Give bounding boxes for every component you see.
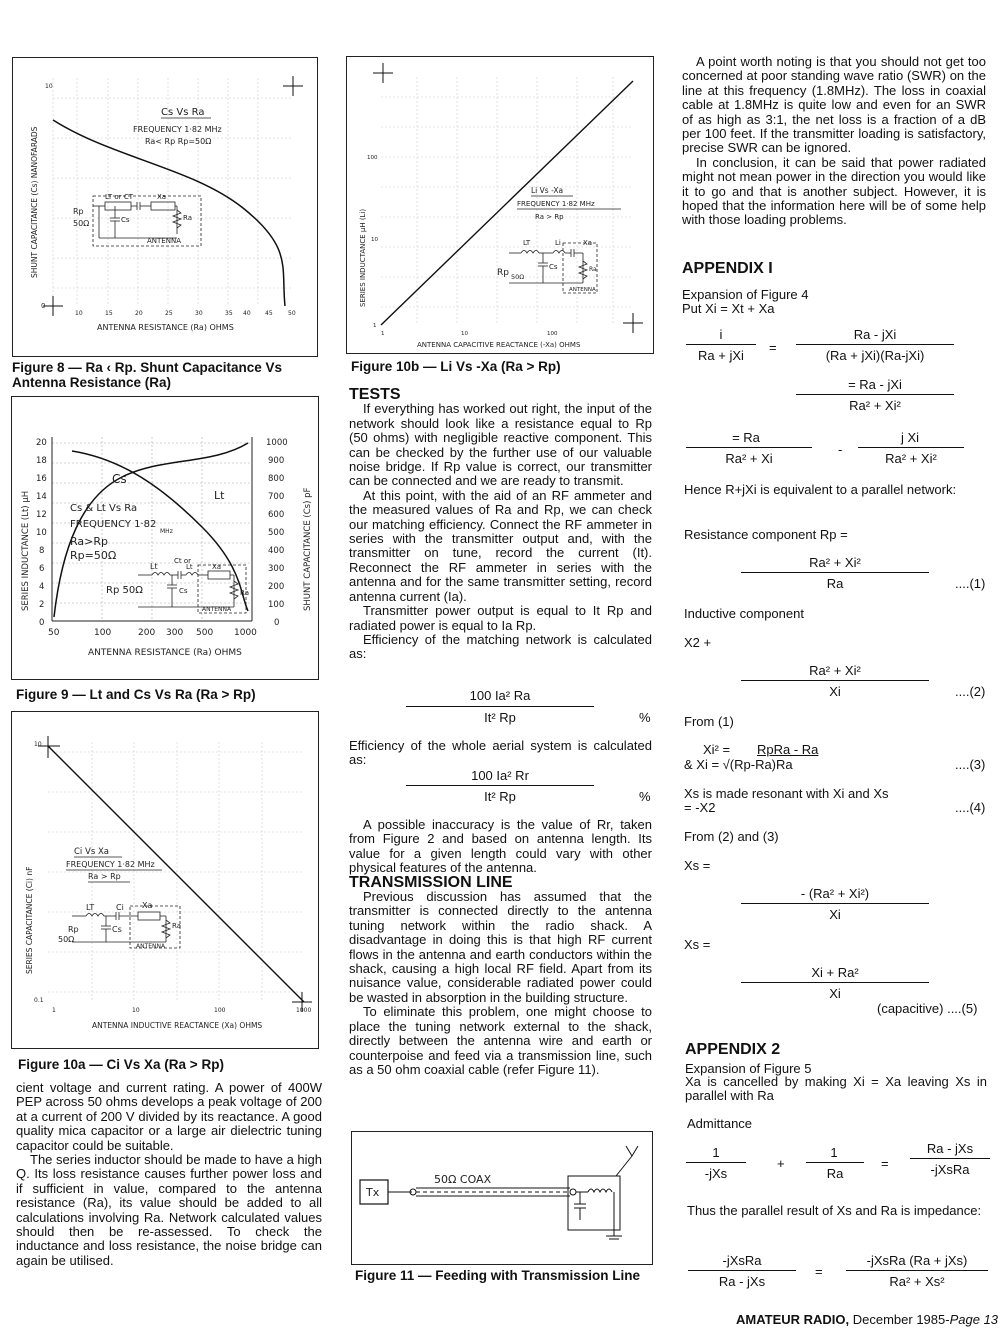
rp-num: Ra² + Xi² — [809, 555, 861, 570]
fig10b-ytick: 1 — [373, 323, 377, 329]
adm-b-den: Ra — [826, 1166, 844, 1181]
tests-heading: TESTS — [349, 386, 401, 403]
fig9-yleft-tick: 4 — [39, 582, 45, 592]
appendix-1-line: Put Xi = Xt + Xa — [682, 301, 775, 316]
fig8-xtick: 45 — [265, 310, 273, 317]
fig9-yright-tick: 400 — [268, 546, 285, 556]
eq3-right-num: j Xi — [900, 430, 920, 445]
imp-equals: = — [815, 1264, 823, 1279]
fig9-yright-tick: 300 — [268, 564, 285, 574]
fig9-xa: Xa — [212, 563, 222, 571]
fig10b-title: Li Vs -Xa — [531, 186, 564, 195]
xs-resonant-line: Xs is made resonant with Xi and Xs — [684, 786, 889, 801]
adm-plus: + — [777, 1156, 785, 1171]
fig9-ra: Ra — [240, 589, 249, 597]
efficiency-1-numerator: 100 Ia² Ra — [469, 688, 531, 703]
fig11-tx: Tx — [366, 1186, 380, 1199]
fig10b-xtick: 1 — [381, 331, 385, 337]
adm-a-bar — [686, 1162, 746, 1163]
fig8-xtick: 30 — [195, 310, 203, 317]
fig8-xlabel: ANTENNA RESISTANCE (Ra) OHMS — [97, 323, 234, 332]
eq1-left-num: i — [719, 327, 723, 342]
page-footer — [736, 1312, 998, 1327]
fig9-xtick: 1000 — [234, 628, 257, 638]
fig9-yleft-tick: 8 — [39, 546, 45, 556]
ref-4: ....(4) — [955, 800, 986, 815]
eq1-equals: = — [769, 340, 777, 355]
thus-line: Thus the parallel result of Xs and Ra is impedance: — [687, 1203, 982, 1218]
efficiency-2-denominator: It² Rp — [484, 789, 516, 804]
adm-equals: = — [881, 1156, 889, 1171]
rp-den: Ra — [826, 576, 844, 591]
eq1-left-bar — [686, 344, 756, 345]
efficiency-2-bar — [406, 785, 594, 786]
fig10a-xlabel: ANTENNA INDUCTIVE REACTANCE (Xa) OHMS — [92, 1021, 263, 1030]
fig10a-ybot: 0.1 — [34, 997, 44, 1004]
xs2-den: Xi — [829, 986, 841, 1001]
fig9-xtick: 100 — [94, 628, 112, 638]
inductive-component-label: Inductive component — [684, 606, 804, 621]
fig9-mhz: MHz — [160, 528, 173, 535]
fig10b-ytick: 100 — [367, 155, 378, 161]
eq2-den: Ra² + Xi² — [849, 398, 901, 413]
fig8-xtick: 35 — [225, 310, 233, 317]
fig10a-xtick: 10 — [132, 1007, 140, 1014]
xs2-label: Xs = — [684, 937, 711, 952]
fig10b-lt: LT — [523, 239, 531, 247]
col1-paragraph: The series inductor should be made to have a high Q. Its loss resistance causes further power loss and if sufficient in value, compared to the antenna resistance (Ra), its value should be added to all calculations involving Ra. Network calculated values should then be re-assessed. To check the inductance and loss resistance, the noise bridge can again be utilised. — [16, 1152, 322, 1268]
col2-paragraph: Efficiency of the whole aerial system is calculated as: — [349, 738, 652, 768]
xs1-label: Xs = — [684, 858, 711, 873]
fig10b-xtick: 100 — [547, 331, 558, 337]
eq2-bar — [796, 394, 954, 395]
fig10b-cond: Ra > Rp — [535, 213, 564, 221]
fig9-rp: Rp 50Ω — [106, 585, 143, 596]
fig8-lt: LT or CT — [105, 193, 133, 201]
xi2-left: Xi² = — [703, 742, 731, 757]
fig8-ylabel: SHUNT CAPACITANCE (Cs) NANOFARADS — [30, 126, 39, 278]
fig10a-ytop: 10 — [34, 741, 42, 748]
fig9-yleft-tick: 2 — [39, 600, 45, 610]
fig10b-xlabel: ANTENNA CAPACITIVE REACTANCE (-Xa) OHMS — [417, 341, 581, 349]
fig9-cs-label: Cs — [112, 472, 127, 486]
fig10b-xa: Xa — [583, 239, 593, 247]
fig8-cond: Ra< Rp Rp=50Ω — [145, 137, 212, 146]
col2-paragraph: Efficiency of the matching network is calculated as: — [349, 631, 652, 662]
fig9-ct: Ct or — [174, 557, 192, 565]
fig9-ant: ANTENNA — [202, 606, 232, 613]
eq3-minus: - — [838, 442, 843, 457]
fig9-xlabel: ANTENNA RESISTANCE (Ra) OHMS — [88, 648, 242, 658]
figure-9 — [11, 396, 319, 680]
fig10b-ytick: 10 — [371, 237, 378, 243]
column-3-text — [682, 55, 986, 228]
appendix-2-line: Expansion of Figure 5 — [685, 1061, 812, 1076]
fig9-xtick: 300 — [166, 628, 184, 638]
eq1-right-num: Ra - jXi — [853, 327, 897, 342]
adm-c-bar — [910, 1158, 990, 1159]
figure-11-plot — [352, 1132, 652, 1264]
column-2-text-a — [349, 388, 652, 662]
col2-paragraph: Transmitter power output is equal to It Rp and radiated power is equal to Ia Rp. — [349, 603, 652, 633]
fig9-yleft-tick: 0 — [39, 618, 45, 628]
fig10a-rpv: 50Ω — [58, 935, 75, 944]
ci-line — [48, 746, 304, 1002]
figure-8-caption: Figure 8 — Ra ‹ Rp. Shunt Capacitance Vs Antenna Resistance (Ra) — [12, 360, 283, 390]
appendix-2-line: Xa is cancelled by making Xi = Xa leaving Xs in parallel with Ra — [685, 1074, 987, 1104]
figure-10b — [346, 56, 654, 354]
fig9-yleft-tick: 10 — [36, 528, 47, 538]
fig8-ra: Ra — [183, 214, 192, 222]
admittance-label: Admittance — [687, 1116, 753, 1131]
fig9-yright-tick: 100 — [268, 600, 285, 610]
figure-9-plot — [12, 397, 318, 679]
appendix-1-line: Expansion of Figure 4 — [682, 287, 809, 302]
eq3-left-den: Ra² + Xi — [725, 451, 773, 466]
fig10b-yticks — [367, 155, 378, 329]
from-1-label: From (1) — [684, 714, 734, 729]
eq3-left-bar — [686, 447, 812, 448]
footer-publication: AMATEUR RADIO, — [736, 1312, 850, 1327]
imp-a-num: -jXsRa — [722, 1253, 762, 1268]
adm-c-num: Ra - jXs — [926, 1141, 974, 1156]
fig9-freq: FREQUENCY 1·82 — [70, 519, 157, 530]
efficiency-1-denominator: It² Rp — [484, 710, 516, 725]
fig9-cs: Cs — [179, 587, 188, 595]
fig10a-cs: Cs — [112, 925, 122, 934]
fig9-ylabel-left: SERIES INDUCTANCE (Lt) μH — [21, 490, 31, 611]
fig8-note: Cs Vs Ra — [161, 107, 205, 118]
appendix-1-heading: APPENDIX I — [682, 260, 773, 277]
xi-line: & Xi = √(Rp-Ra)Ra — [684, 757, 793, 772]
fig10a-ci: Ci — [116, 903, 124, 912]
footer-date: December 1985- — [849, 1312, 950, 1327]
imp-a-den: Ra - jXs — [718, 1274, 766, 1289]
fig9-yleft-tick: 6 — [39, 564, 45, 574]
eq2-num: = Ra - jXi — [848, 377, 902, 392]
fig8-xtick: 40 — [243, 310, 251, 317]
ref-5: (capacitive) ....(5) — [877, 1001, 978, 1016]
col2-paragraph: If everything has worked out right, the input of the network should look like a resistance equal to Rp (50 ohms) with negligible reactive component. This can be checked by the further use of our valuable noise bridge. If Rp value is correct, our transmitter can be connected and we are ready to transmit. — [349, 401, 652, 489]
fig9-cond1: Ra>Rp — [70, 535, 108, 548]
ref-2: ....(2) — [955, 684, 986, 699]
fig11-coax: 50Ω COAX — [434, 1173, 492, 1186]
fig9-yright-tick: 900 — [268, 456, 285, 466]
fig10b-li: Li — [555, 239, 561, 247]
fig9-yleft-tick: 16 — [36, 474, 47, 484]
x2-bar — [741, 680, 929, 681]
efficiency-2-percent: % — [639, 789, 651, 804]
adm-c-den: -jXsRa — [930, 1162, 970, 1177]
col3-paragraph: A point worth noting is that you should not get too concerned at poor standing wave ratio (SWR) on the line at this frequency (1.8MHz). The loss in coaxial cable at 1.8MHz is quite low and even for an SWR of as high as 3:1, the net loss is a fraction of a dB per 100 feet. If the transmitter loading is satisfactory, precise SWR can be ignored. — [682, 54, 986, 156]
col1-paragraph: cient voltage and current rating. A power of 400W PEP across 50 ohms develops a peak voltage of 200 at a current of 200 V divided by its reactance. A good quality mica capacitor or a large air dielectric tuning capacitor could be suitable. — [16, 1080, 322, 1153]
fig9-lt: Lt — [150, 562, 158, 571]
fig8-cs: Cs — [121, 216, 130, 224]
x2-den: Xi — [829, 684, 841, 699]
fig10b-cs: Cs — [549, 263, 558, 271]
fig10a-freq: FREQUENCY 1·82 MHz — [66, 860, 155, 869]
fig9-ltl: Lt — [186, 563, 193, 571]
from-23-label: From (2) and (3) — [684, 829, 779, 844]
fig10a-xtick: 1 — [52, 1007, 56, 1014]
fig9-yright-tick: 1000 — [266, 438, 288, 448]
fig9-yleft-tick: 18 — [36, 456, 47, 466]
figure-10a-caption: Figure 10a — Ci Vs Xa (Ra > Rp) — [18, 1057, 224, 1072]
fig10a-ant: ANTENNA — [136, 943, 166, 950]
hence-text — [684, 483, 986, 497]
fig9-ylabel-right: SHUNT CAPACITANCE (Cs) pF — [303, 487, 313, 611]
fig8-xtick: 50 — [288, 310, 296, 317]
imp-b-bar — [846, 1270, 988, 1271]
col2-paragraph: Previous discussion has assumed that the transmitter is connected directly to the antenna tuning network within the radio shack. A disadvantage in doing this is that high RF current flows in the antenna and earth conductors within the shack, causing a high local RF field. Apart from its nuisance value, considerable radiated power could be wasted in absorption in the building structure. — [349, 889, 652, 1005]
fig9-yright-tick: 0 — [274, 618, 280, 628]
fig9-xtick: 50 — [48, 628, 60, 638]
fig8-freq: FREQUENCY 1·82 MHz — [133, 125, 222, 134]
fig10a-xticks — [52, 1007, 311, 1014]
ref-1: ....(1) — [955, 576, 986, 591]
hence-line: Hence R+jXi is equivalent to a parallel network: — [684, 482, 957, 497]
column-2-text-b — [349, 739, 652, 768]
fig9-yright-tick: 700 — [268, 492, 285, 502]
tuner-box — [568, 1176, 620, 1230]
fig10b-rpv: 50Ω — [511, 273, 525, 281]
fig10b-freq: FREQUENCY 1·82 MHz — [517, 200, 595, 208]
fig10a-xtick: 1000 — [296, 1007, 312, 1014]
fig9-yright-tick: 800 — [268, 474, 285, 484]
fig10b-ylabel: SERIES INDUCTANCE μH (Li) — [359, 208, 367, 307]
imp-a-bar — [688, 1270, 796, 1271]
figure-10a-plot — [12, 712, 318, 1048]
fig8-rpv: 50Ω — [73, 219, 90, 228]
figure-10a — [11, 711, 319, 1049]
figure-8 — [12, 57, 318, 357]
efficiency-2-numerator: 100 Ia² Rr — [471, 768, 529, 783]
imp-b-den: Ra² + Xs² — [889, 1274, 945, 1289]
fig10b-xtick: 10 — [461, 331, 468, 337]
efficiency-1-bar — [406, 706, 594, 707]
rp-bar — [741, 572, 929, 573]
figure-10b-plot — [347, 57, 653, 353]
col2-paragraph: At this point, with the aid of an RF ammeter and the measured values of Ra and Rp, we can check our matching efficiency. Connect the RF ammeter in series with the transmitter output and, with the transmitter on tune, record the current (It). Reconnect the RF ammeter in series with the antenna and for the same transmitter setting, record antenna current (Ia). — [349, 487, 652, 604]
fig9-yright-tick: 200 — [268, 582, 285, 592]
fig10a-ylabel: SERIES CAPACITANCE (Ci) nF — [25, 866, 34, 974]
fig9-lt-label: Lt — [214, 489, 225, 502]
col3-paragraph: In conclusion, it can be said that power radiated might not mean power in the direction you would like it to go and that is another subject. However, it is hoped that the information here will be of some help with those loading problems. — [682, 154, 986, 228]
cs-curve — [53, 120, 285, 306]
eq3-left-num: = Ra — [732, 430, 760, 445]
fig10a-lt: LT — [86, 903, 95, 912]
fig10a-title: Ci Vs Xa — [74, 847, 109, 857]
figure-10b-caption: Figure 10b — Li Vs -Xa (Ra > Rp) — [351, 359, 561, 374]
fig8-rp: Rp — [73, 207, 84, 216]
footer-page: Page 13 — [949, 1312, 999, 1327]
fig9-yright — [266, 438, 288, 628]
fig10a-cond: Ra > Rp — [88, 872, 121, 881]
fig9-xtick: 500 — [196, 628, 214, 638]
fig9-yleft-tick: 20 — [36, 438, 47, 448]
fig10a-ra: Ra — [172, 922, 181, 930]
figure-11-caption: Figure 11 — Feeding with Transmission Line — [355, 1268, 641, 1283]
resistance-component-label: Resistance component Rp = — [684, 527, 848, 542]
fig10a-xa: Xa — [142, 901, 153, 910]
fig8-xtick: 10 — [75, 310, 83, 317]
fig9-xticks — [48, 628, 257, 638]
fig8-ant: ANTENNA — [147, 237, 181, 245]
fig10a-xtick: 100 — [214, 1007, 226, 1014]
fig9-title: Cs & Lt Vs Ra — [70, 503, 138, 514]
col2-paragraph: To eliminate this problem, one might choose to place the tuning network external to the shack, directly between the antenna wire and earth or counterpoise and feed via a transmission line, such as a 50 ohm coaxial cable (refer Figure 11). — [349, 1004, 652, 1077]
cs-curve — [54, 443, 248, 617]
fig10b-ra: Ra — [589, 266, 597, 273]
adm-a-den: -jXs — [704, 1166, 728, 1181]
fig9-yright-tick: 600 — [268, 510, 285, 520]
xs2-bar — [741, 982, 929, 983]
fig8-xtick: 20 — [135, 310, 143, 317]
fig9-yright-tick: 500 — [268, 528, 285, 538]
transmission-line-heading: TRANSMISSION LINE — [349, 873, 513, 891]
column-2-text-c — [349, 818, 652, 1077]
eq1-right-bar — [796, 344, 954, 345]
imp-b-num: -jXsRa (Ra + jXs) — [866, 1253, 968, 1268]
fig8-xticks — [75, 310, 296, 317]
thus-text — [687, 1204, 987, 1218]
xs1-num: - (Ra² + Xi²) — [800, 886, 870, 901]
column-1-text — [16, 1081, 322, 1268]
fig8-ytop: 10 — [45, 83, 53, 90]
fig9-yleft-tick: 12 — [36, 510, 47, 520]
x2-num: Ra² + Xi² — [809, 663, 861, 678]
eq3-right-bar — [858, 447, 964, 448]
xs-resonant-line: = -X2 — [684, 800, 716, 815]
fig9-cond2: Rp=50Ω — [70, 549, 117, 562]
xs1-den: Xi — [829, 907, 841, 922]
fig10b-rp: Rp — [497, 268, 509, 278]
eq3-right-den: Ra² + Xi² — [885, 451, 937, 466]
figure-8-plot — [13, 58, 317, 356]
appendix-2-text — [685, 1075, 987, 1104]
fig9-xtick: 200 — [138, 628, 156, 638]
xi2-right: RpRa - Ra — [757, 742, 819, 757]
ref-3: ....(3) — [955, 757, 986, 772]
fig10b-xticks — [381, 331, 558, 337]
adm-b-bar — [806, 1162, 864, 1163]
x2-label: X2 + — [684, 635, 712, 650]
fig9-yleft — [36, 438, 47, 628]
xs2-num: Xi + Ra² — [811, 965, 859, 980]
fig9-yleft-tick: 14 — [36, 492, 47, 502]
fig10b-ant: ANTENNA — [569, 287, 596, 293]
col2-paragraph: A possible inaccuracy is the value of Rr, taken from Figure 2 and based on antenna length. Its value for a given length could vary with other physical features of the antenna. — [349, 817, 652, 876]
appendix-2-heading: APPENDIX 2 — [685, 1041, 781, 1058]
fig8-xtick: 25 — [165, 310, 173, 317]
xs1-bar — [741, 903, 929, 904]
fig8-yzero: 0 — [41, 302, 46, 310]
fig10a-rp: Rp — [68, 925, 79, 934]
efficiency-1-percent: % — [639, 710, 651, 725]
figure-11 — [351, 1131, 653, 1265]
adm-a-num: 1 — [712, 1145, 720, 1160]
fig8-xa: Xa — [157, 193, 167, 201]
eq1-right-den: (Ra + jXi)(Ra-jXi) — [825, 348, 925, 363]
figure-9-caption: Figure 9 — Lt and Cs Vs Ra (Ra > Rp) — [16, 687, 256, 702]
adm-b-num: 1 — [830, 1145, 838, 1160]
fig8-xtick: 15 — [105, 310, 113, 317]
eq1-left-den: Ra + jXi — [698, 348, 744, 363]
